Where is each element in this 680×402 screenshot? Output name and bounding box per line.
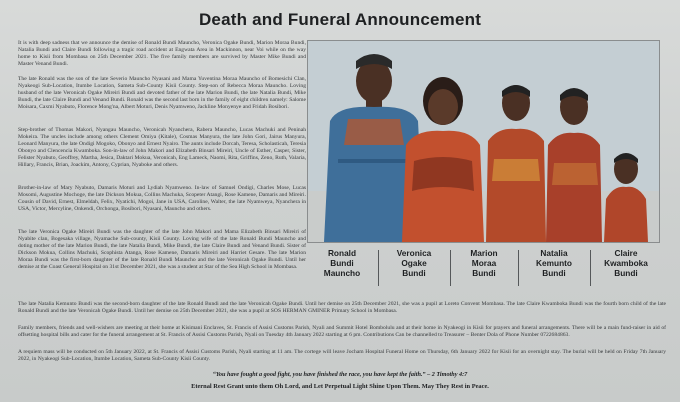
paragraph-in-laws: Brother-in-law of Mary Nyabuto, Damaris Moturi and Lydiah Nyamweno. In-law of Samuel Ondigi, Charles Mose, Lucas Mosomi, Augustine Mochoge, the late Dickson Mokua, Collins Machuka, Scopeter Atangi, Rose Kamene, Damaris and Mireiri. Cousin of David, Ernest, Elmeldah, Felix, Nyatichi, Mogoi, Jane in USA, Caroline, Walter, the late Nyamweya, Nyanchera in USA, Victor, Mercyline, Onkendi, Orchonga, Bosibori, Nyasani, Mauncho and others. [18, 185, 306, 212]
family-photo [307, 40, 660, 243]
family-photo-illustration [308, 41, 659, 242]
announcement-title: Death and Funeral Announcement [198, 10, 482, 29]
paragraph-ronald-family: The late Ronald was the son of the late Severio Mauncho Nyasani and Mama Yuventina Moraa Mauncho of Bomesichi Clan, Nyakeogi Sub-Location, Itumbe Location, Sameta Sub-County Kisii County. Step-son of Rebecca Moraa Mauncho. Loving husband of the late Veronicah Ogake Mireiri Bundi and devoted father of the late Marion Bundi, the late Natalia Bundi, Mike Bundi, the late Claire Bundi and Venand Bundi. Ronald was the second last born in the family of eight children namely: Salome Moisara, Caxmi Nyabuto, Florence Mong'na, Albert Moturi, Denis Nyamweno, Jackline Monyenye and Fridah Bosibori. [18, 76, 306, 110]
scripture-quote: “You have fought a good fight, you have finished the race, you have kept the faith.” – 2 Timothy 4:7 [212, 371, 468, 378]
paragraph-natalia-claire: The late Natalia Kemunto Bundi was the second-born daughter of the late Ronald Bundi and the late Veronicah Ogake Bundi. Until her demise on 25th December 2021, she was a pupil at Loreto Convent Mombasa. The late Claire Kwamboka Bundi was the fourth born child of the late Ronald Bundi and the late Veronicah Ogake Bundi. Until her demise on 25th December 2021, she was a pupil at SOS HERMAN GMINER Primary School in Mombasa. [18, 301, 666, 314]
name-marion: Marion Moraa Bundi [470, 248, 498, 279]
names-row [307, 248, 662, 290]
paragraph-fundraiser: Family members, friends and well-wishers are meeting at their home at Kisimani Enclaves, St. Francis of Assisi Customs Parish, Nyali and Summit Hotel Bombolulu and at their home in Nyakeogi in Kisii for prayers and funeral arrangements. There will be a main fund-raiser in aid of offsetting hospital bills and cater for the funeral arrangement at St. Francis of Assisi Customs Parish, Nyali on Tuesday 4th January 2022 starting at 6 pm. Contributions Can be channelled to Treasurer – Benter Dola of Phone Number 0722684863. [18, 325, 666, 338]
name-veronica: Veronica Ogake Bundi [396, 248, 432, 279]
paragraph-veronica-marion: The late Veronica Ogake Mireiri Bundi was the daughter of the late John Makori and Mama Elizabeth Binsari Mireiri of Nyabite clan, Bogesaka village, Nyamache Sub-county, Kisii County. Loving wife of the late Ronald Bundi Mauncho and doting mother of the late Marion Bundi, the late Natalia Bundi, Mike Bundi, the late Claire Bundi and Venand Bundi. Sister of Dickson Mokua, Collins Machuki, Scophista Atanga, Rose Kamene, Damaris Mireiri and Harriet Gesare. The late Marion Moraa Bundi was the first-born daughter of the late Ronald Bundi Mauncho and the late Veronicah Ogake Bundi. Until her demise at the Coast General Hospital on 31st December 2021, she was a student at Star of the Sea High School in Mombasa. [18, 229, 306, 270]
closing-prayer: Eternal Rest Grant unto them Oh Lord, and Let Perpetual Light Shine Upon Them. May They Rest in Peace. [191, 383, 489, 390]
name-claire: Claire Kwamboka Bundi [604, 248, 648, 279]
paragraph-intro: It is with deep sadness that we announce the demise of Ronald Bundi Mauncho, Veronica Ogake Bundi, Marion Moraa Bundi, Natalia Bundi and Claire Bundi following a tragic road accident at Engwata Area in Mackinnon, near Voi while on the way home to Kisii from Mombasa on 25th December 2021. The five family members are survived by Master Mike Bundi and Master Venand Bundi. [18, 40, 306, 67]
name-natalia: Natalia Kemunto Bundi [536, 248, 572, 279]
paragraph-relatives: Step-brother of Thomas Makori, Nyangau Mauncho, Veronicah Nyanchera, Rabera Mauncho, Lucas Machuki and Peninah Mokeira. The uncles include among others Clement Omiya (Kitale), Cosmas Manyura, the late John Gori, Jairus Manyura, Leonard Manyura, the late Ondigi Mogoko, Obonyo and Ernest Nyairo. The aunts include Dorcah, Teresa, Scholasticah, Teresia Obonyo and Clencencia Kwamboka. Son-in-law of John Makori and Elizabeth Binsari Mireiri, Uncle of Esther, Casper, Sister, Felister Nyabuto, Geoffrey, Martha, Jesica, Daktari Mokua, Veronicah, Eng Lameck, Naomi, Rita, Griffins, Zeno, Ruth, Valaria, Hillary, Francis, Brian, Joackim, Antony, Cyprian, Nyaboke and others. [18, 127, 306, 168]
paragraph-burial: A requiem mass will be conducted on 5th January 2022, at St. Francis of Assisi Customs Parish, Nyali starting at 11 am. The cortege will leave Jocham Hospital Funeral Home on Thursday, 6th January 2022 for Kisii for an overnight stay. The burial will be held on Friday 7th January 2022, in Nyakeogi Sub-Location, Itumbe Location, Sameta Sub-County Kisii County. [18, 349, 666, 362]
name-ronald: Ronald Bundi Mauncho [323, 248, 361, 279]
